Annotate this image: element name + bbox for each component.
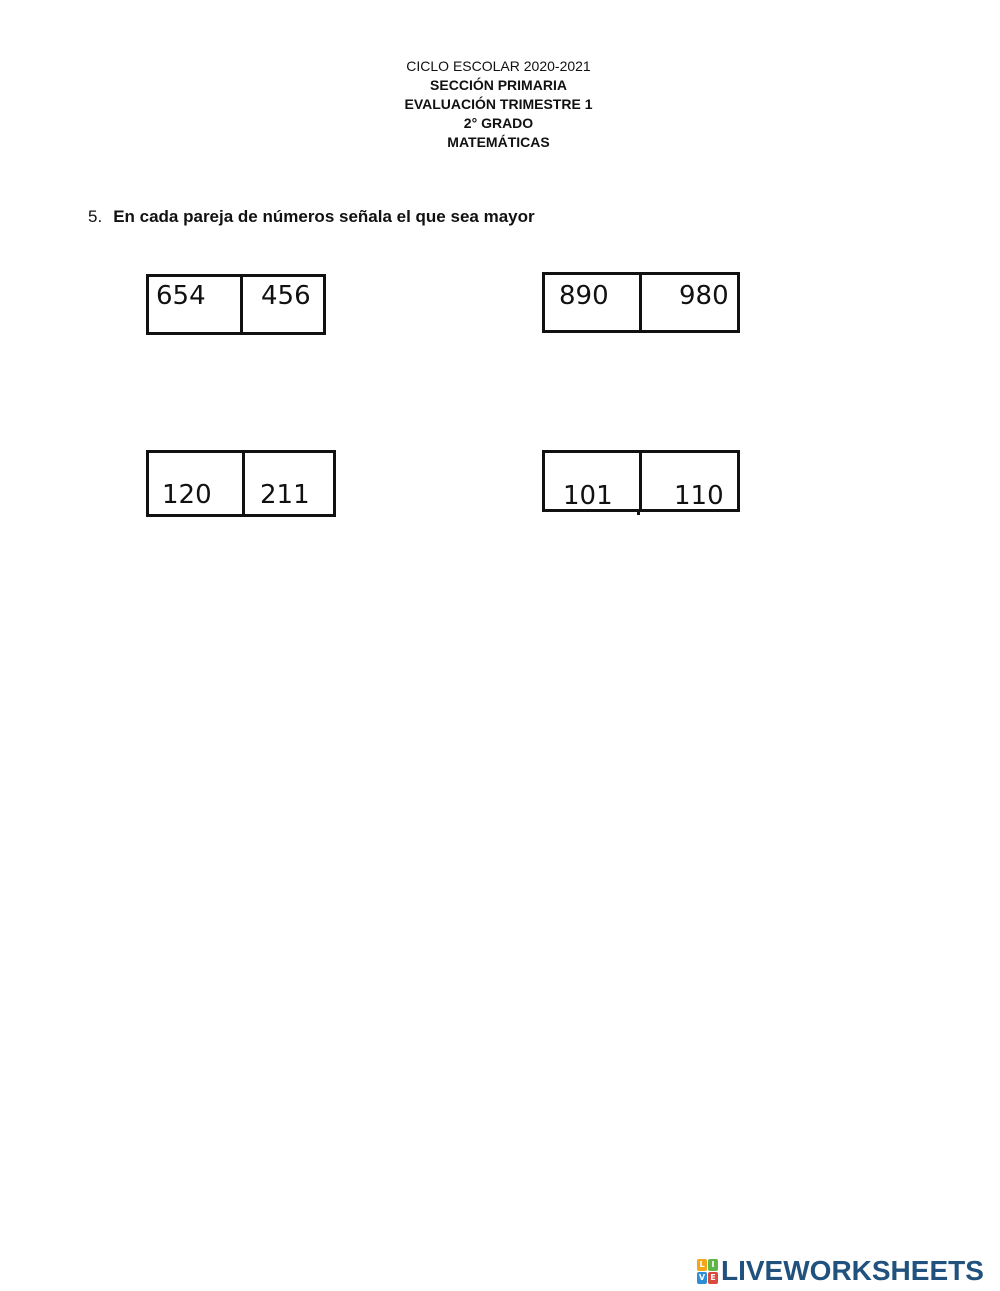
grade-title: 2° GRADO bbox=[463, 115, 534, 131]
number-option-right[interactable] bbox=[639, 453, 737, 509]
number-value: 890 bbox=[559, 281, 609, 311]
liveworksheets-logo bbox=[697, 1256, 984, 1286]
subject-title: MATEMÁTICAS bbox=[447, 134, 550, 150]
question-number: 5. bbox=[88, 207, 103, 226]
question-5 bbox=[88, 206, 535, 228]
section-title: SECCIÓN PRIMARIA bbox=[430, 77, 567, 93]
logo-wordmark: LIVEWORKSHEETS bbox=[721, 1255, 984, 1286]
number-option-left[interactable] bbox=[545, 453, 639, 509]
question-text: En cada pareja de números señala el que sea mayor bbox=[113, 207, 535, 226]
number-pair-2 bbox=[542, 272, 740, 333]
number-value: 654 bbox=[156, 281, 206, 311]
liveworksheets-mark-icon bbox=[697, 1259, 718, 1284]
number-value: 211 bbox=[260, 480, 310, 510]
divider-tick bbox=[637, 509, 640, 515]
number-pair-3 bbox=[146, 450, 336, 517]
number-pair-1 bbox=[146, 274, 326, 335]
evaluation-title: EVALUACIÓN TRIMESTRE 1 bbox=[404, 96, 593, 112]
mark-letter-e: E bbox=[708, 1272, 718, 1284]
number-option-left[interactable] bbox=[545, 275, 639, 330]
number-value: 456 bbox=[261, 281, 311, 311]
mark-letter-v: V bbox=[698, 1272, 706, 1282]
number-option-left[interactable] bbox=[149, 277, 240, 332]
number-option-right[interactable] bbox=[240, 277, 323, 332]
number-pair-4 bbox=[542, 450, 740, 512]
mark-letter-i: I bbox=[708, 1259, 718, 1271]
number-option-right[interactable] bbox=[242, 453, 333, 514]
number-option-right[interactable] bbox=[639, 275, 737, 330]
number-value: 980 bbox=[679, 281, 729, 311]
number-value: 110 bbox=[674, 481, 724, 511]
number-value: 120 bbox=[162, 480, 212, 510]
school-year: CICLO ESCOLAR 2020-2021 bbox=[406, 58, 591, 74]
mark-letter-l: L bbox=[697, 1259, 707, 1271]
number-value: 101 bbox=[563, 481, 613, 511]
number-option-left[interactable] bbox=[149, 453, 242, 514]
document-header bbox=[0, 57, 997, 152]
